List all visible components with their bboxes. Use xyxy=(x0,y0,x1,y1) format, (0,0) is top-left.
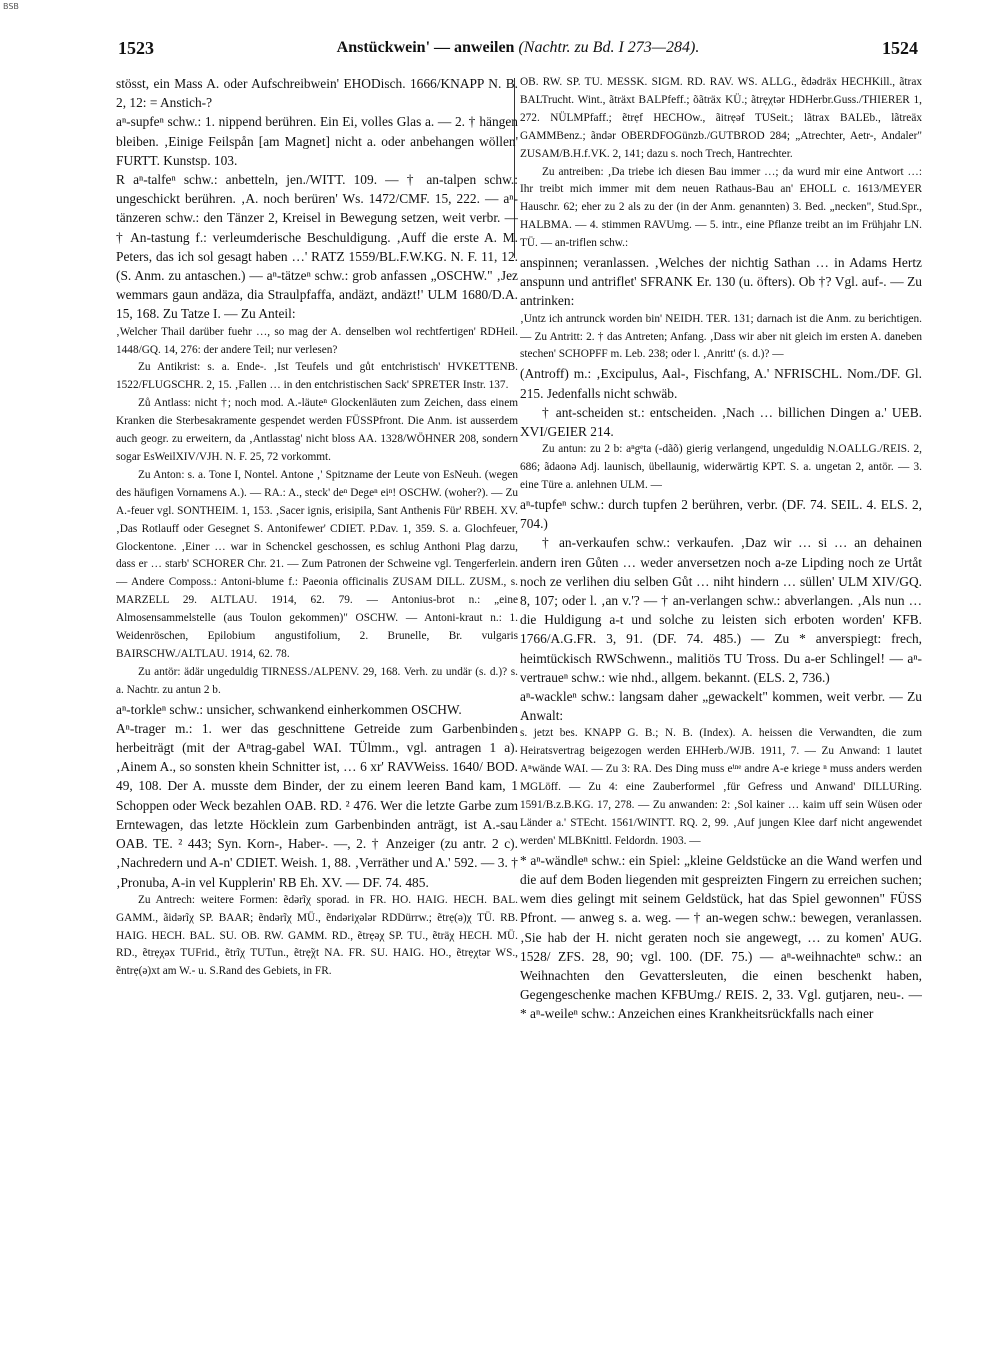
dictionary-entry: stösst, ein Mass A. oder Aufschreibwein' EHODisch. 1666/KNAPP N. B. 2, 12: = Anstich-? xyxy=(116,76,518,111)
dictionary-entry: OB. RW. SP. TU. MESSK. SIGM. RD. RAV. WS. ALLG., ẽdədräx HECHKill., ãtrax BALTrucht. Wint., ãträxt BALPfeff.; õãträx KÜ.; ãtrẹχtər HDHerbr.Guss./THIERER 1, 272. NÜLMPfaff.; ẽtrẹf HECHOw., ãitrẹəf TUSeit.; lãtrax BALEb., lãtreäx GAMMBenz.; ãndər OBERDFOGünzb./GUTBROD 284; „Atrechter, Aetr-, Andaler" ZUSAM/B.H.f.VK. 2, 141; dazu s. noch Trech, Hantrechter. xyxy=(520,76,922,160)
dictionary-entry: aⁿ-tupfeⁿ schw.: durch tupfen 2 berühren, verbr. (DF. 74. SEIL. 4. ELS. 2, 704.) xyxy=(520,496,922,532)
dictionary-entry: Zu Antikrist: s. a. Ende-. ‚Ist Teufels und gůt entchristisch' HVKETTENB. 1522/FLUGSCHR. 2, 15. ‚Fallen … in den entchristischen Sack' SPRETER Instr. 137. xyxy=(116,361,518,392)
dictionary-entry: Aⁿ-trager m.: 1. wer das geschnittene Getreide zum Garbenbinden herbeiträgt (mit der Aⁿtrag-gabel WAI. TÜlmm., vgl. antragen 1 a). ‚Ainem A., so sonsten khein Schnitter ist, … 6 xr' RAVWeiss. 1640/ BOD. 49, 108. Der A. musste dem Binder, der zu einem leeren Band kam, 1 Schoppen oder Weck bezahlen OAB. RD. ² 476. Wer die letzte Garbe zum Erntewagen, das letzte Höcklein zum Garbenbinden anträgt, ist A.-sau OAB. TE. ² 443; Syn. Korn-, Haber-. —, 2. † Anzeiger (zu antr. 2 c). ‚Nachredern und A-n' CDIET. Weish. 1, 88. ‚Verräther und A.' 592. — 3. † ‚Pronuba, A-in vel Kupplerin' RB Eh. XV. — DF. 74. 485. xyxy=(116,720,518,890)
running-headword: Anstückwein' — anweilen xyxy=(336,39,515,56)
page-number-left: 1523 xyxy=(118,38,154,58)
running-range: (Nachtr. zu Bd. I 273—284). xyxy=(518,39,700,56)
right-column xyxy=(520,74,922,1364)
dictionary-entry: anspinnen; veranlassen. ‚Welches der nichtig Sathan … in Adams Hertz anspunn und antriflet' SFRANK Er. 130 (u. öfters). Ob †? Vgl. auf-. — Zu antrinken: xyxy=(520,255,922,309)
page-number-right: 1524 xyxy=(882,38,918,58)
dictionary-entry: Zu antör: ädär ungeduldig TIRNESS./ALPENV. 29, 168. Verh. zu undär (s. d.)? s. a. Nachtr. zu antun 2 b. xyxy=(116,665,518,696)
dictionary-entry: † ant-scheiden st.: entscheiden. ‚Nach … billichen Dingen a.' UEB. XVI/GEIER 214. xyxy=(520,404,922,439)
dictionary-entry: ‚Welcher Thail darüber fuehr …, so mag der A. denselben wol rechtfertigen' RDHeil. 1448/GQ. 14, 276: der andere Teil; nur verlesen? xyxy=(116,325,518,356)
dictionary-entry: Zu antun: zu 2 b: aⁿgᵉta (-dãõ) gierig verlangend, ungeduldig N.OALLG./REIS. 2, 686; ãdaonə Adj. launisch, übellaunig, widerwärtig KPT. S. a. ungetan 2, antör. — 3. eine Türe a. anlehnen ULM. — xyxy=(520,443,922,492)
dictionary-entry: (Antroff) m.: ‚Excipulus, Aal-, Fischfang, A.' NFRISCHL. Nom./DF. Gl. 215. Jedenfalls nicht schwäb. xyxy=(520,366,922,401)
dictionary-entry: R aⁿ-talfeⁿ schw.: anbetteln, jen./WITT. 109. — † an-talpen schw.: ungeschickt berühren. ‚A. noch berüren' Ws. 1472/CMF. 15, 222. — aⁿ-tänzeren schw.: den Tänzer 2, Kreisel in Bewegung setzen, weit verbr. — † An-tastung f.: verleumderische Beschuldigung. ‚Auff die erste A. M. Peters, das ich sol gesagt haben …' RATZ 1559/BL.F.W.KG. N. F. 11, 12. (S. Anm. zu antaschen.) — aⁿ-tätzeⁿ schw.: grob anfassen „OSCHW." ‚Jez wemmars gaun andäza, dia Straulpfaffa, andäzt, andäzt!' ULM 1680/D.A. 15, 168. Zu Tatze I. — Zu Anteil: xyxy=(116,172,518,322)
dictionary-entry: * aⁿ-wändleⁿ schw.: ein Spiel: „kleine Geldstücke an die Wand werfen und die auf dem Boden liegenden mit gespreizten Fingern zu erreichen suchen; wem dies gelingt mit seinem Geldstück, hat das Spiel gewonnen" FÜSS Pfront. — anweg s. a. weg. — † an-wegen schw.: bewegen, veranlassen. ‚Sie hab der H. nicht geraten noch sie angewegt, … zu komen' AUG. 1528/ ZFS. 28, 90; vgl. 100. (DF. 75.) — aⁿ-weihnachteⁿ schw.: an Weihnachten den Gevattersleuten, die einen beschenkt haben, Gegengeschenke machen KFBUmg./ REIS. 2, 33. Vgl. gutjaren, neu-. — * aⁿ-weileⁿ schw.: Anzeichen eines Krankheitsrückfalls nach einer xyxy=(520,852,922,1022)
dictionary-entry: Zů Antlass: nicht †; noch mod. A.-läuteⁿ Glockenläuten zum Zeichen, dass einem Kranken die Sterbesakramente gespendet werden FÜSSPfront. Die Anm. ist ausserdem auch geogr. zu erweitern, da ‚Antlasstag' nicht bloss AA. 1328/WÖHNER 208, sondern sogar EsWeilXIV/VJH. N. F. 25, 72 vorkommt. xyxy=(116,397,518,463)
left-column xyxy=(116,74,518,1364)
dictionary-entry: s. jetzt bes. KNAPP G. B.; N. B. (Index). A. heissen die Verwandten, die zum Heiratsvertrag beigezogen werden EHHerb./WJB. 1911, 7. — Zu Anwand: 1 lautet Aⁿwände WAI. — Zu 3: RA. Des Ding muss eⁱⁿᵉ andre A-e kriege ⁿ muss anders werden MGLöff. — Zu 4: eine Zauberformel ‚für Gefress und Anwand' DILLURing. 1591/B.z.B.KG. 17, 278. — Zu anwanden: 2: ‚Sol kainer … kaim uff sein Wüsen oder Länder a.' STEcht. 1561/WINTT. RQ. 2, 99. ‚Auf jungen Klee darf nicht angewendet werden' MLBKnittl. Feldordn. 1903. — xyxy=(520,727,922,847)
dictionary-entry: aⁿ-supfeⁿ schw.: 1. nippend berühren. Ein Ei, volles Glas a. — 2. † hängen bleiben. ‚Einige Feilspån [am Magnet] nicht a. oder anbehangen wöllen' FURTT. Kunstsp. 103. xyxy=(116,114,518,168)
page-header xyxy=(118,38,918,64)
dictionary-entry: aⁿ-torkleⁿ schw.: unsicher, schwankend einherkommen OSCHW. xyxy=(116,701,462,717)
running-title xyxy=(118,39,918,57)
library-stamp: BSB xyxy=(3,2,19,11)
dictionary-entry: Zu Antrech: weitere Formen: ẽdərĩχ sporad. in FR. HO. HAIG. HECH. BAL. GAMM., ãidərĩχ SP. BAAR; ẽndərĩχ MÜ., ẽndəriχələr RDDürrw.; ẽtrẹ(ə)χ TÜ. RB. HAIG. HECH. BAL. SU. OB. RW. GAMM. RD., ẽtrẹəχ SP. TU., ẽträχ HECH. MÜ. RD., ẽtrẹχəx TUFrid., ẽtrĩχ TUTun., ẽtrẹ̃χt NA. FR. SU. HAIG. HO., ẽtrẹχtər WS., ẽntrẹ(ə)xt am W.- u. S.Rand des Gebiets, in FR. xyxy=(116,893,518,978)
dictionary-entry: † an-verkaufen schw.: verkaufen. ‚Daz wir … si … an dehainen andern iren Gůten … weder anversetzen noch a-ze Lipding noch ze Urtåt noch ze verlihen diu selben Gůt … niht hindern … süllen' ULM XIV/GQ. 8, 107; oder l. ‚an v.'? — † an-verlangen schw.: abverlangen. ‚Als nun … die Huldigung a-t und solche zu leisten sich erboten worden' KFB. 1766/A.G.FR. 3, 91. (DF. 74. 485.) — Zu * anverspiegt: frech, heimtückisch RWSchwenn., malitiös TU Tross. Du a-er Schlingel! — aⁿ-vertraueⁿ schw.: wie nhd., allgem. bekannt. (ELS. 2, 736.) xyxy=(520,535,922,685)
dictionary-entry: ‚Untz ich antrunck worden bin' NEIDH. TER. 131; darnach ist die Anm. zu berichtigen. — Zu Antritt: 2. † das Antreten; Anfang. ‚Dass wir aber nit gleich im ersten A. daneben stechen' SCHOPFF m. Leb. 238; oder l. ‚Anritt' (s. d.)? — xyxy=(520,312,922,361)
dictionary-entry: Zu antreiben: ‚Da triebe ich diesen Bau immer …; da wurd mir eine Antwort …: Ihr treibt mich immer mit dem neuen Rathaus-Bau an' EHOLL c. 1613/MEYER Hauschr. 62; eher zu 2 als zu der (in der Anm. genannten) 3. Bed. „necken", Stud.Spr., HALBMA. — 4. stimmen RAVUmg. — 5. intr., eine Pflanze treibt an im Frühjahr LN. TÜ. — an-triflen schw.: xyxy=(520,165,922,250)
dictionary-entry: Zu Anton: s. a. Tone I, Nontel. Antone ‚' Spitzname der Leute von EsNeuh. (wegen des häufigen Vornamens A.). — RA.: A., steck' deⁿ Degeⁿ eiⁿ! OSCHW. (woher?). — Zu A.-feuer vgl. SONTHEIM. 1, 153. ‚Sacer ignis, erisipila, Sant Anthenis Für' RBEH. XV. ‚Das Rotlauff oder Gesegnet S. Antonifewer' CDIET. P.Dav. 1, 359. S. a. Glochfeuer, Glockentone. ‚Einer … war in Schenckel geschossen, es schlug Anthoni Plag darzu, dass er … starb' SCHORER Chr. 21. — Zum Patronen der Schweine vgl. Tengerferlein. — Andere Composs.: Antoni-blume f.: Paeonia officinalis ZUSAM DILL. ZUSM., s. MARZELL 29. ALTLAU. 1914, 62. 79. — Antonius-brot n.: „eine Almosensammelstelle (aus Toulon gekommen)" OSCHW. — Antoni-kraut n.: 1. Weidenröschen, Epilobium angustifolium, 2. Brunelle, Br. vulgaris BAIRSCHW./ALTLAU. 1914, 62. 78. xyxy=(116,468,518,660)
dictionary-entry: aⁿ-wackleⁿ schw.: langsam daher „gewackelt" kommen, weit verbr. — Zu Anwalt: xyxy=(520,688,922,724)
